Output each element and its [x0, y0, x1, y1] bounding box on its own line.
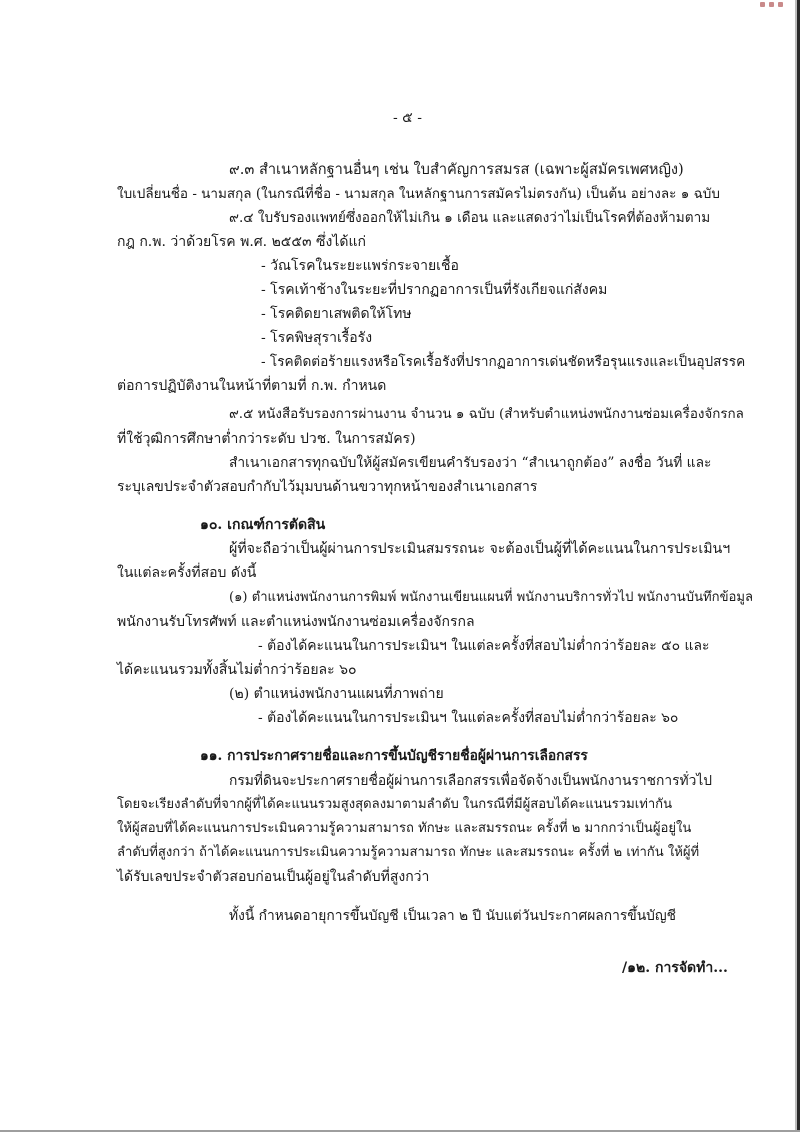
continuation-marker: /๑๒. การจัดทำ...: [622, 960, 728, 976]
item-9-4-line-2: กฎ ก.พ. ว่าด้วยโรค พ.ศ. ๒๕๕๓ ซึ่งได้แก่: [117, 234, 366, 250]
page-number: - ๕ -: [393, 110, 422, 126]
item-9-4-line-1: ๙.๔ ใบรับรองแพทย์ซึ่งออกให้ไม่เกิน ๑ เดือน และแสดงว่าไม่เป็นโรคที่ต้องห้ามตาม: [229, 210, 711, 226]
disease-3: - โรคติดยาเสพติดให้โทษ: [261, 306, 412, 322]
section-11-line-3: ให้ผู้สอบที่ได้คะแนนการประเมินความรู้ความสามารถ ทักษะ และสมรรถนะ ครั้งที่ ๒ มากกว่าเป็นผู้อยู่ใน: [117, 821, 692, 836]
section-10-para-line-1: ผู้ที่จะถือว่าเป็นผู้ผ่านการประเมินสมรรถนะ จะต้องเป็นผู้ที่ได้คะแนนในการประเมินฯ: [229, 541, 731, 557]
section-11-line-4: ลำดับที่สูงกว่า ถ้าได้คะแนนการประเมินความรู้ความสามารถ ทักษะ และสมรรถนะ ครั้งที่ ๒ เท่ากัน ให้ผู้ที่: [117, 845, 700, 860]
section-10-para-line-2: ในแต่ละครั้งที่สอบ ดังนี้: [117, 565, 257, 581]
item-9-3-line-1: ๙.๓ สำเนาหลักฐานอื่นๆ เช่น ใบสำคัญการสมรส (เฉพาะผู้สมัครเพศหญิง): [229, 161, 684, 178]
criteria-1-line-2: พนักงานรับโทรศัพท์ และตำแหน่งพนักงานซ่อมเครื่องจักรกล: [117, 614, 475, 630]
copy-certify-line-2: ระบุเลขประจำตัวสอบกำกับไว้มุมบนด้านขวาทุกหน้าของสำเนาเอกสาร: [117, 479, 538, 495]
section-11-line-5: ได้รับเลขประจำตัวสอบก่อนเป็นผู้อยู่ในลำดับที่สูงกว่า: [117, 869, 430, 885]
section-11-line-2: โดยจะเรียงลำดับที่จากผู้ที่ได้คะแนนรวมสูงสุดลงมาตามลำดับ ในกรณีที่มีผู้สอบได้คะแนนรวมเท่ากัน: [117, 797, 673, 812]
disease-2: - โรคเท้าช้างในระยะที่ปรากฏอาการเป็นที่รังเกียจแก่สังคม: [261, 282, 608, 298]
criteria-1-rule-line-1: - ต้องได้คะแนนในการประเมินฯ ในแต่ละครั้งที่สอบไม่ต่ำกว่าร้อยละ ๕๐ และ: [258, 638, 710, 654]
section-11-line-1: กรมที่ดินจะประกาศรายชื่อผู้ผ่านการเลือกสรรเพื่อจัดจ้างเป็นพนักงานราชการทั่วไป: [229, 773, 713, 789]
list-validity-note: ทั้งนี้ กำหนดอายุการขึ้นบัญชี เป็นเวลา ๒ ปี นับแต่วันประกาศผลการขึ้นบัญชี: [229, 908, 677, 924]
disease-5-line-2: ต่อการปฏิบัติงานในหน้าที่ตามที่ ก.พ. กำหนด: [117, 378, 387, 394]
section-11-heading: ๑๑. การประกาศรายชื่อและการขึ้นบัญชีรายชื่อผู้ผ่านการเลือกสรร: [200, 748, 588, 764]
criteria-2-rule: - ต้องได้คะแนนในการประเมินฯ ในแต่ละครั้งที่สอบไม่ต่ำกว่าร้อยละ ๖๐: [258, 710, 679, 726]
criteria-1-rule-line-2: ได้คะแนนรวมทั้งสิ้นไม่ต่ำกว่าร้อยละ ๖๐: [117, 662, 357, 678]
criteria-1-line-1: (๑) ตำแหน่งพนักงานการพิมพ์ พนักงานเขียนแผนที่ พนักงานบริการทั่วไป พนักงานบันทึกข้อมูล: [229, 590, 754, 605]
disease-5-line-1: - โรคติดต่อร้ายแรงหรือโรคเรื้อรังที่ปรากฏอาการเด่นชัดหรือรุนแรงและเป็นอุปสรรค: [261, 354, 746, 370]
item-9-5-line-2: ที่ใช้วุฒิการศึกษาต่ำกว่าระดับ ปวช. ในการสมัคร): [117, 431, 416, 447]
disease-1: - วัณโรคในระยะแพร่กระจายเชื้อ: [261, 258, 459, 274]
item-9-3-line-2: ใบเปลี่ยนชื่อ - นามสกุล (ในกรณีที่ชื่อ - นามสกุล ในหลักฐานการสมัครไม่ตรงกัน) เป็นต้น อย่างละ ๑ ฉบับ: [117, 186, 720, 202]
disease-4: - โรคพิษสุราเรื้อรัง: [261, 330, 373, 346]
copy-certify-line-1: สำเนาเอกสารทุกฉบับให้ผู้สมัครเขียนคำรับรองว่า “สำเนาถูกต้อง” ลงชื่อ วันที่ และ: [229, 455, 712, 471]
corner-mark: [760, 2, 786, 8]
criteria-2-line: (๒) ตำแหน่งพนักงานแผนที่ภาพถ่าย: [229, 686, 444, 702]
item-9-5-line-1: ๙.๕ หนังสือรับรองการผ่านงาน จำนวน ๑ ฉบับ (สำหรับตำแหน่งพนักงานซ่อมเครื่องจักรกล: [229, 407, 744, 422]
section-10-heading: ๑๐. เกณฑ์การตัดสิน: [200, 517, 326, 533]
